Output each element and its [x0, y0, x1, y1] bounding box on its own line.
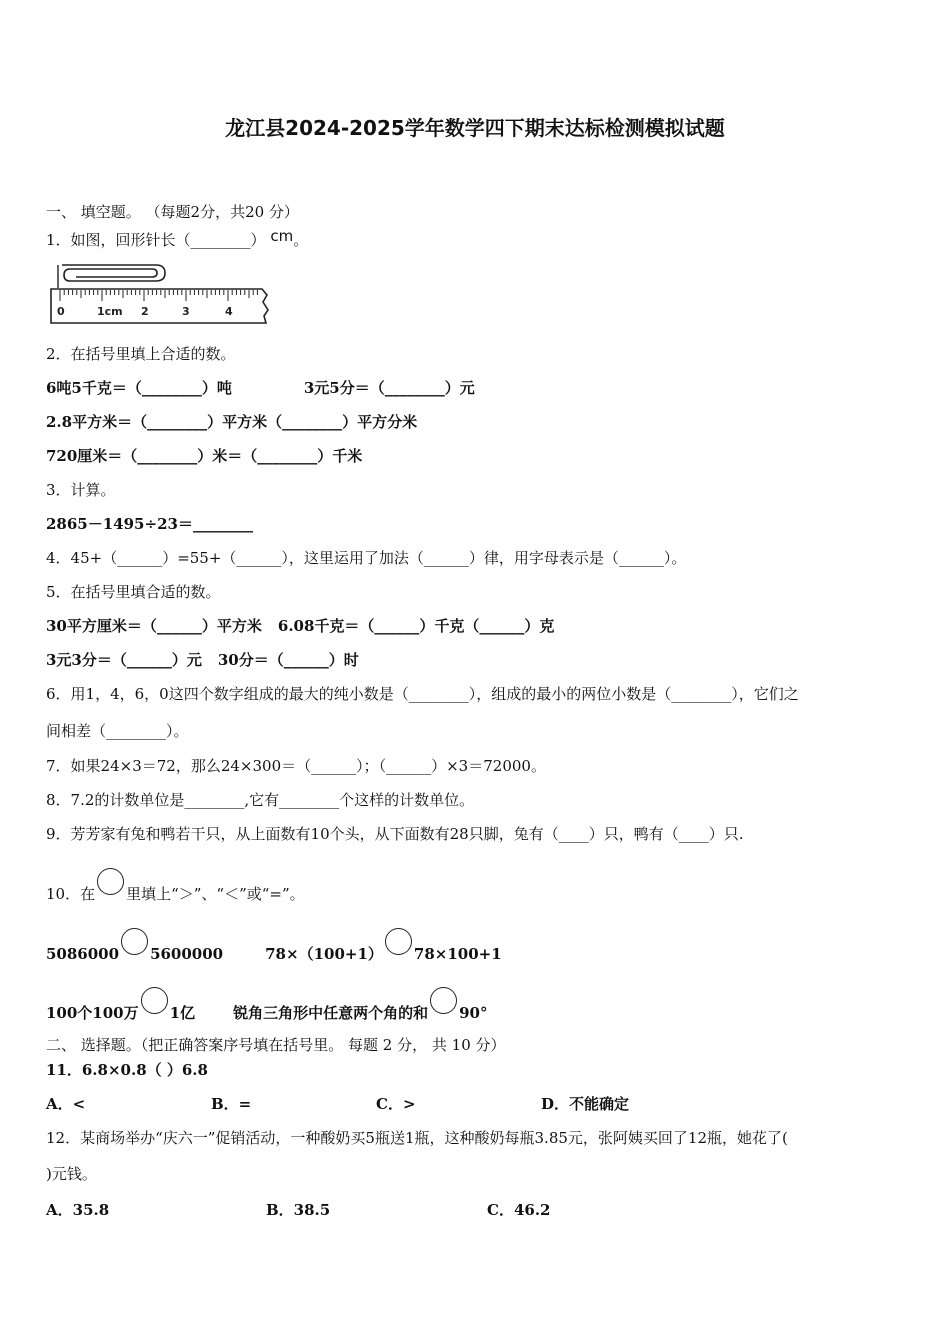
question-10-pre: 10．在 [46, 885, 96, 903]
question-1-end: 。 [293, 231, 309, 249]
question-10 [46, 868, 305, 904]
ruler-paperclip-figure [48, 262, 273, 328]
q11-option-d[interactable]: D．不能确定 [541, 1095, 630, 1113]
ruler-label-4: 4 [225, 305, 233, 318]
question-1-unit: cm [270, 227, 294, 245]
answer-circle-3[interactable] [141, 987, 168, 1014]
question-2: 2．在括号里填上合适的数。 [46, 345, 236, 363]
question-3-expression: 2865－1495÷23＝________ [46, 515, 253, 533]
question-4: 4．45+（______）=55+（______），这里运用了加法（______）律，用字母表示是（______）。 [46, 549, 687, 567]
q11-option-b[interactable]: B．= [211, 1095, 252, 1113]
question-6-line-2: 间相差（________）。 [46, 722, 189, 740]
q11-option-c[interactable]: C．> [376, 1095, 416, 1113]
q10-r1a-right: 5600000 [150, 945, 224, 963]
answer-circle-4[interactable] [430, 987, 457, 1014]
question-12-line-2: )元钱。 [46, 1165, 97, 1183]
question-5: 5．在括号里填合适的数。 [46, 583, 221, 601]
ruler-body [51, 289, 268, 323]
question-11: 11．6.8×0.8（ ）6.8 [46, 1061, 208, 1079]
question-5-line-2 [46, 650, 359, 670]
question-8: 8．7.2的计数单位是________,它有________个这样的计数单位。 [46, 791, 475, 809]
question-1 [46, 226, 308, 250]
q10-r2a-right: 1亿 [169, 1004, 196, 1022]
q10-r1b-right: 78×100+1 [413, 945, 502, 963]
q11-option-a[interactable]: A．< [46, 1095, 86, 1113]
answer-circle-1[interactable] [121, 928, 148, 955]
question-10-row-2 [46, 987, 487, 1023]
comparison-circle-icon [97, 868, 124, 895]
question-5-line-2b: 30分＝（______）时 [217, 651, 359, 669]
q10-r1a-left: 5086000 [46, 945, 120, 963]
ruler-label-1cm: 1cm [97, 305, 123, 318]
question-10-row-1 [46, 928, 502, 964]
ruler-label-3: 3 [182, 305, 190, 318]
question-5-line-2a: 3元3分＝（______）元 [46, 651, 202, 669]
question-9: 9．芳芳家有兔和鸭若干只，从上面数有10个头，从下面数有28只脚，兔有（____）只，鸭有（____）只. [46, 825, 744, 843]
question-1-text: 1．如图，回形针长（________） [46, 231, 266, 249]
question-5-line-1 [46, 616, 554, 636]
question-2-line-2: 2.8平方米＝（________）平方米（________）平方分米 [46, 413, 418, 431]
question-12-line-1: 12．某商场举办“庆六一”促销活动，一种酸奶买5瓶送1瓶，这种酸奶每瓶3.85元，张阿姨买回了12瓶，她花了( [46, 1129, 788, 1147]
ruler-label-0: 0 [57, 305, 65, 318]
q12-option-c[interactable]: C．46.2 [487, 1201, 551, 1219]
question-2-line-1a: 6吨5千克＝（________）吨 [46, 379, 232, 397]
question-2-line-1b: 3元5分＝（________）元 [303, 379, 475, 397]
q10-r2b-right: 90° [459, 1004, 488, 1022]
q12-option-b[interactable]: B．38.5 [266, 1201, 331, 1219]
answer-circle-2[interactable] [385, 928, 412, 955]
question-2-line-1 [46, 378, 475, 398]
q12-option-a[interactable]: A．35.8 [46, 1201, 110, 1219]
question-6-line-1: 6．用1，4，6，0这四个数字组成的最大的纯小数是（________），组成的最小的两位小数是（________），它们之 [46, 685, 799, 703]
question-7: 7．如果24×3＝72，那么24×300＝（______）；（______）×3＝72000。 [46, 757, 546, 775]
q10-r2a-left: 100个100万 [46, 1004, 139, 1022]
question-10-post: 里填上“＞”、“＜”或“=”。 [126, 885, 305, 903]
question-5-line-1b: 6.08千克＝（______）千克（______）克 [277, 617, 555, 635]
question-5-line-1a: 30平方厘米＝（______）平方米 [46, 617, 262, 635]
section-1-heading: 一、 填空题。 （每题2分，共20 分） [46, 203, 299, 221]
question-3: 3．计算。 [46, 481, 116, 499]
question-2-line-3: 720厘米＝（________）米＝（________）千米 [46, 447, 363, 465]
q10-r1b-left: 78×（100+1） [265, 945, 383, 963]
q10-r2b-left: 锐角三角形中任意两个角的和 [233, 1004, 429, 1022]
section-2-heading: 二、 选择题。（把正确答案序号填在括号里。 每题 2 分， 共 10 分） [46, 1036, 506, 1054]
page-title: 龙江县2024-2025学年数学四下期末达标检测模拟试题 [225, 116, 725, 140]
paperclip-icon [58, 265, 165, 288]
ruler-label-2: 2 [141, 305, 149, 318]
